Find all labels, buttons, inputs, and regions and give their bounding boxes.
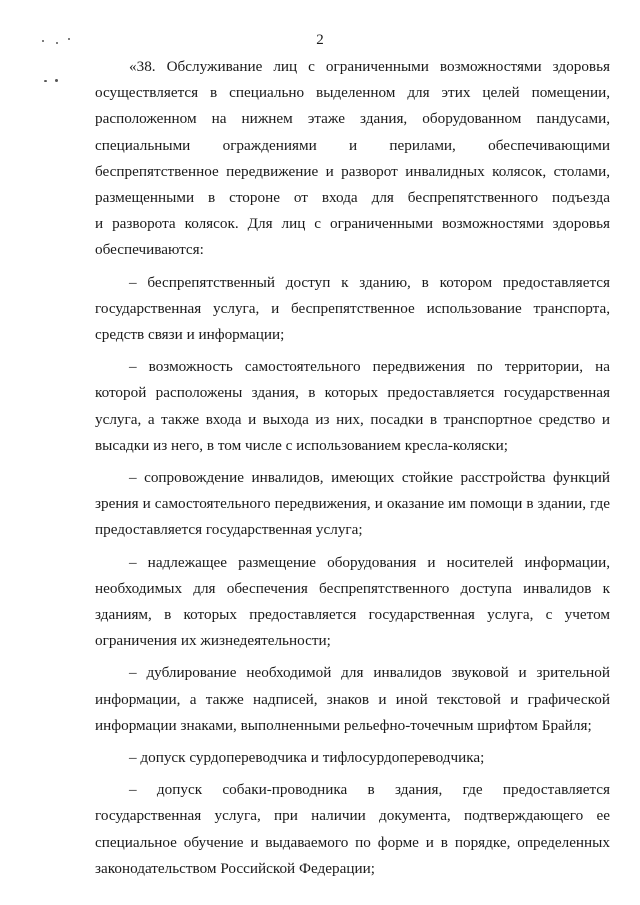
text-line: расположенном на нижнем этаже здания, оборудованном пандусами, xyxy=(95,110,610,128)
text-line: которой расположены здания, в которых предоставляется государственная xyxy=(95,384,610,402)
text-line: государственная услуга, при наличии документа, подтверждающего ее xyxy=(95,807,610,825)
text-line: предоставляется государственная услуга; xyxy=(95,521,363,539)
paragraph xyxy=(95,54,610,264)
text-line: зданиям, в которых предоставляется государственная услуга, с учетом xyxy=(95,606,610,624)
paragraph xyxy=(95,660,610,739)
text-line: специальными ограждениями и перилами, обеспечивающими xyxy=(95,136,610,154)
text-line: беспрепятственное передвижение и разворот инвалидных колясок, столами, xyxy=(95,162,610,180)
paragraph xyxy=(95,550,610,655)
text-line: – надлежащее размещение оборудования и носителей информации, xyxy=(129,553,610,571)
text-line: осуществляется в специально выделенном для этих целей помещении, xyxy=(95,84,610,102)
text-line: информации знаками, выполненными рельефно-точечным шрифтом Брайля; xyxy=(95,716,592,734)
text-line: законодательством Российской Федерации; xyxy=(95,859,375,877)
scan-artifact-dots xyxy=(40,36,70,86)
text-line: обеспечиваются: xyxy=(95,241,204,259)
text-line: размещенными в стороне от входа для беспрепятственного подъезда xyxy=(95,189,610,207)
text-line: и разворота колясок. Для лиц с ограниченными возможностями здоровья xyxy=(95,215,610,233)
text-line: услуга, а также входа и выхода из них, посадки в транспортное средство и xyxy=(95,410,610,428)
text-line: необходимых для обеспечения беспрепятственного доступа инвалидов к xyxy=(95,579,610,597)
text-line: государственная услуга, и беспрепятственное использование транспорта, xyxy=(95,299,610,317)
paragraph xyxy=(95,465,610,544)
text-line: зрения и самостоятельного передвижения, и оказание им помощи в здании, где xyxy=(95,495,610,513)
text-line: «38. Обслуживание лиц с ограниченными возможностями здоровья xyxy=(129,58,610,75)
paragraph xyxy=(95,270,610,349)
paragraph xyxy=(95,777,610,882)
text-line: – сопровождение инвалидов, имеющих стойкие расстройства функций xyxy=(129,469,610,487)
text-line: высадки из него, в том числе с использованием кресла-коляски; xyxy=(95,436,508,454)
text-line: специальное обучение и выдаваемого по форме и в порядке, определенных xyxy=(95,833,610,851)
text-line: – дублирование необходимой для инвалидов звуковой и зрительной xyxy=(129,664,610,682)
paragraph xyxy=(95,745,610,771)
page-number: 2 xyxy=(316,32,324,48)
text-line: – возможность самостоятельного передвижения по территории, на xyxy=(129,358,610,376)
text-line: – допуск сурдопереводчика и тифлосурдопереводчика; xyxy=(129,749,485,767)
text-line: – допуск собаки-проводника в здания, где предоставляется xyxy=(129,781,610,799)
text-line: средств связи и информации; xyxy=(95,326,285,344)
document-body xyxy=(95,54,610,888)
paragraph xyxy=(95,354,610,459)
text-line: информации, а также надписей, знаков и иной текстовой и графической xyxy=(95,690,610,708)
text-line: – беспрепятственный доступ к зданию, в котором предоставляется xyxy=(129,273,610,291)
text-line: ограничения их жизнедеятельности; xyxy=(95,632,331,650)
